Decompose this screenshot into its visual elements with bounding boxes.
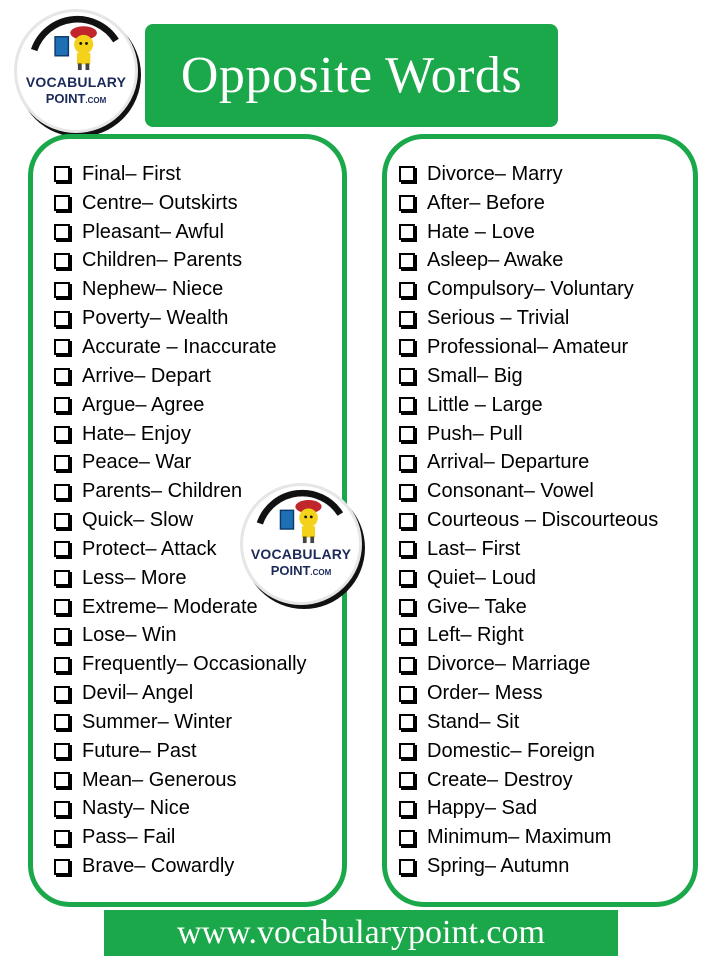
list-item [397, 535, 658, 564]
word-pair: Compulsory– Voluntary [427, 278, 634, 301]
logo-wordmark-line2 [17, 91, 135, 106]
list-item [52, 737, 307, 766]
checkbox-icon [399, 599, 415, 615]
word-pair: Create– Destroy [427, 768, 573, 791]
list-item [52, 391, 307, 420]
checkbox-icon [54, 397, 70, 413]
checkbox-icon [54, 628, 70, 644]
checkbox-icon [399, 224, 415, 240]
list-item [397, 506, 658, 535]
checkbox-icon [54, 801, 70, 817]
checkbox-icon [54, 484, 70, 500]
list-item [52, 218, 307, 247]
right-word-list [397, 160, 658, 881]
word-pair: Pleasant– Awful [82, 220, 224, 243]
word-pair: Children– Parents [82, 249, 243, 272]
word-pair: Accurate – Inaccurate [82, 335, 277, 358]
list-item [397, 650, 658, 679]
checkbox-icon [54, 166, 70, 182]
list-item [397, 218, 658, 247]
list-item [397, 275, 658, 304]
word-pair: Nephew– Niece [82, 278, 224, 301]
checkbox-icon [399, 686, 415, 702]
word-pair: Courteous – Discourteous [427, 509, 659, 532]
word-pair: Brave– Cowardly [82, 855, 235, 878]
word-pair: Poverty– Wealth [82, 307, 229, 330]
checkbox-icon [399, 743, 415, 759]
checkbox-icon [54, 426, 70, 442]
list-item [397, 304, 658, 333]
word-pair: Pass– Fail [82, 826, 176, 849]
boy-reading-book-icon [243, 486, 359, 602]
checkbox-icon [54, 830, 70, 846]
word-pair: Minimum– Maximum [427, 826, 612, 849]
word-pair: Hate– Enjoy [82, 422, 191, 445]
footer-banner [104, 910, 618, 956]
word-pair: Arrive– Depart [82, 364, 211, 387]
logo-point: POINT [270, 563, 311, 578]
logo-wordmark-line1: VOCABULARY [25, 74, 127, 90]
word-pair: Protect– Attack [82, 537, 217, 560]
word-pair: Small– Big [427, 364, 523, 387]
checkbox-icon [54, 772, 70, 788]
logo-com: .COM [310, 568, 332, 577]
list-item [52, 247, 307, 276]
list-item [397, 708, 658, 737]
checkbox-icon [399, 253, 415, 269]
checkbox-icon [399, 166, 415, 182]
logo-com: .COM [85, 96, 107, 105]
word-pair: Spring– Autumn [427, 855, 570, 878]
checkbox-icon [399, 195, 415, 211]
word-pair: Consonant– Vowel [427, 480, 594, 503]
boy-reading-book-icon [17, 12, 135, 130]
word-pair: Arrival– Departure [427, 451, 590, 474]
checkbox-icon [54, 859, 70, 875]
logo-wordmark-line1: VOCABULARY [250, 546, 352, 562]
list-item [397, 852, 658, 881]
checkbox-icon [54, 224, 70, 240]
word-pair: Lose– Win [82, 624, 177, 647]
checkbox-icon [54, 195, 70, 211]
checkbox-icon [399, 772, 415, 788]
list-item [397, 766, 658, 795]
checkbox-icon [399, 455, 415, 471]
logo-point: POINT [45, 91, 86, 106]
checkbox-icon [54, 541, 70, 557]
list-item [397, 823, 658, 852]
checkbox-icon [399, 859, 415, 875]
checkbox-icon [399, 426, 415, 442]
checkbox-icon [54, 311, 70, 327]
word-pair: Give– Take [427, 595, 527, 618]
word-pair: Summer– Winter [82, 710, 233, 733]
checkbox-icon [399, 570, 415, 586]
word-pair: Mean– Generous [82, 768, 237, 791]
list-item [52, 304, 307, 333]
word-pair: Professional– Amateur [427, 335, 629, 358]
word-pair: Argue– Agree [82, 393, 205, 416]
checkbox-icon [54, 714, 70, 730]
word-pair: Parents– Children [82, 480, 243, 503]
list-item [397, 679, 658, 708]
checkbox-icon [399, 311, 415, 327]
word-pair: Last– First [427, 537, 521, 560]
checkbox-icon [399, 339, 415, 355]
checkbox-icon [399, 801, 415, 817]
list-item [397, 477, 658, 506]
checkbox-icon [399, 714, 415, 730]
checkbox-icon [399, 397, 415, 413]
list-item [397, 391, 658, 420]
list-item [52, 795, 307, 824]
list-item [397, 247, 658, 276]
checkbox-icon [399, 484, 415, 500]
list-item [52, 650, 307, 679]
checkbox-icon [399, 657, 415, 673]
list-item [52, 189, 307, 218]
list-item [52, 622, 307, 651]
word-pair: Push– Pull [427, 422, 523, 445]
checkbox-icon [54, 368, 70, 384]
list-item [397, 189, 658, 218]
list-item [397, 362, 658, 391]
checkbox-icon [54, 339, 70, 355]
checkbox-icon [54, 599, 70, 615]
checkbox-icon [399, 282, 415, 298]
logo-watermark [240, 483, 362, 605]
word-pair: Nasty– Nice [82, 797, 190, 820]
checkbox-icon [399, 368, 415, 384]
list-item [52, 160, 307, 189]
word-pair: Little – Large [427, 393, 543, 416]
list-item [397, 448, 658, 477]
word-pair: Less– More [82, 566, 187, 589]
word-pair: Left– Right [427, 624, 524, 647]
list-item [52, 448, 307, 477]
checkbox-icon [54, 282, 70, 298]
word-pair: Happy– Sad [427, 797, 538, 820]
list-item [52, 766, 307, 795]
word-pair: Quiet– Loud [427, 566, 536, 589]
checkbox-icon [54, 513, 70, 529]
word-pair: Centre– Outskirts [82, 191, 238, 214]
page-title: Opposite Words [180, 47, 523, 104]
word-pair: Divorce– Marry [427, 162, 563, 185]
word-pair: Domestic– Foreign [427, 739, 595, 762]
word-pair: Hate – Love [427, 220, 535, 243]
logo-top [14, 9, 138, 133]
word-pair: Order– Mess [427, 682, 543, 705]
word-pair: Extreme– Moderate [82, 595, 258, 618]
checkbox-icon [399, 830, 415, 846]
logo-wordmark-line2 [243, 563, 359, 578]
list-item [52, 679, 307, 708]
word-pair: Peace– War [82, 451, 192, 474]
checkbox-icon [54, 253, 70, 269]
list-item [52, 275, 307, 304]
list-item [397, 420, 658, 449]
list-item [52, 420, 307, 449]
list-item [52, 708, 307, 737]
word-pair: After– Before [427, 191, 545, 214]
list-item [52, 362, 307, 391]
list-item [52, 852, 307, 881]
checkbox-icon [399, 628, 415, 644]
list-item [397, 795, 658, 824]
list-item [397, 160, 658, 189]
checkbox-icon [54, 743, 70, 759]
word-pair: Stand– Sit [427, 710, 520, 733]
word-pair: Quick– Slow [82, 509, 194, 532]
word-pair: Devil– Angel [82, 682, 194, 705]
checkbox-icon [54, 686, 70, 702]
word-pair: Frequently– Occasionally [82, 653, 307, 676]
word-pair: Asleep– Awake [427, 249, 564, 272]
word-pair: Divorce– Marriage [427, 653, 591, 676]
list-item [397, 622, 658, 651]
footer-url: www.vocabularypoint.com [177, 914, 545, 951]
word-pair: Serious – Trivial [427, 307, 570, 330]
checkbox-icon [399, 541, 415, 557]
list-item [397, 593, 658, 622]
title-banner [145, 24, 558, 127]
list-item [397, 737, 658, 766]
checkbox-icon [54, 455, 70, 471]
checkbox-icon [399, 513, 415, 529]
word-pair: Final– First [82, 162, 181, 185]
checkbox-icon [54, 657, 70, 673]
list-item [52, 823, 307, 852]
list-item [52, 333, 307, 362]
checkbox-icon [54, 570, 70, 586]
list-item [397, 564, 658, 593]
list-item [397, 333, 658, 362]
word-pair: Future– Past [82, 739, 197, 762]
